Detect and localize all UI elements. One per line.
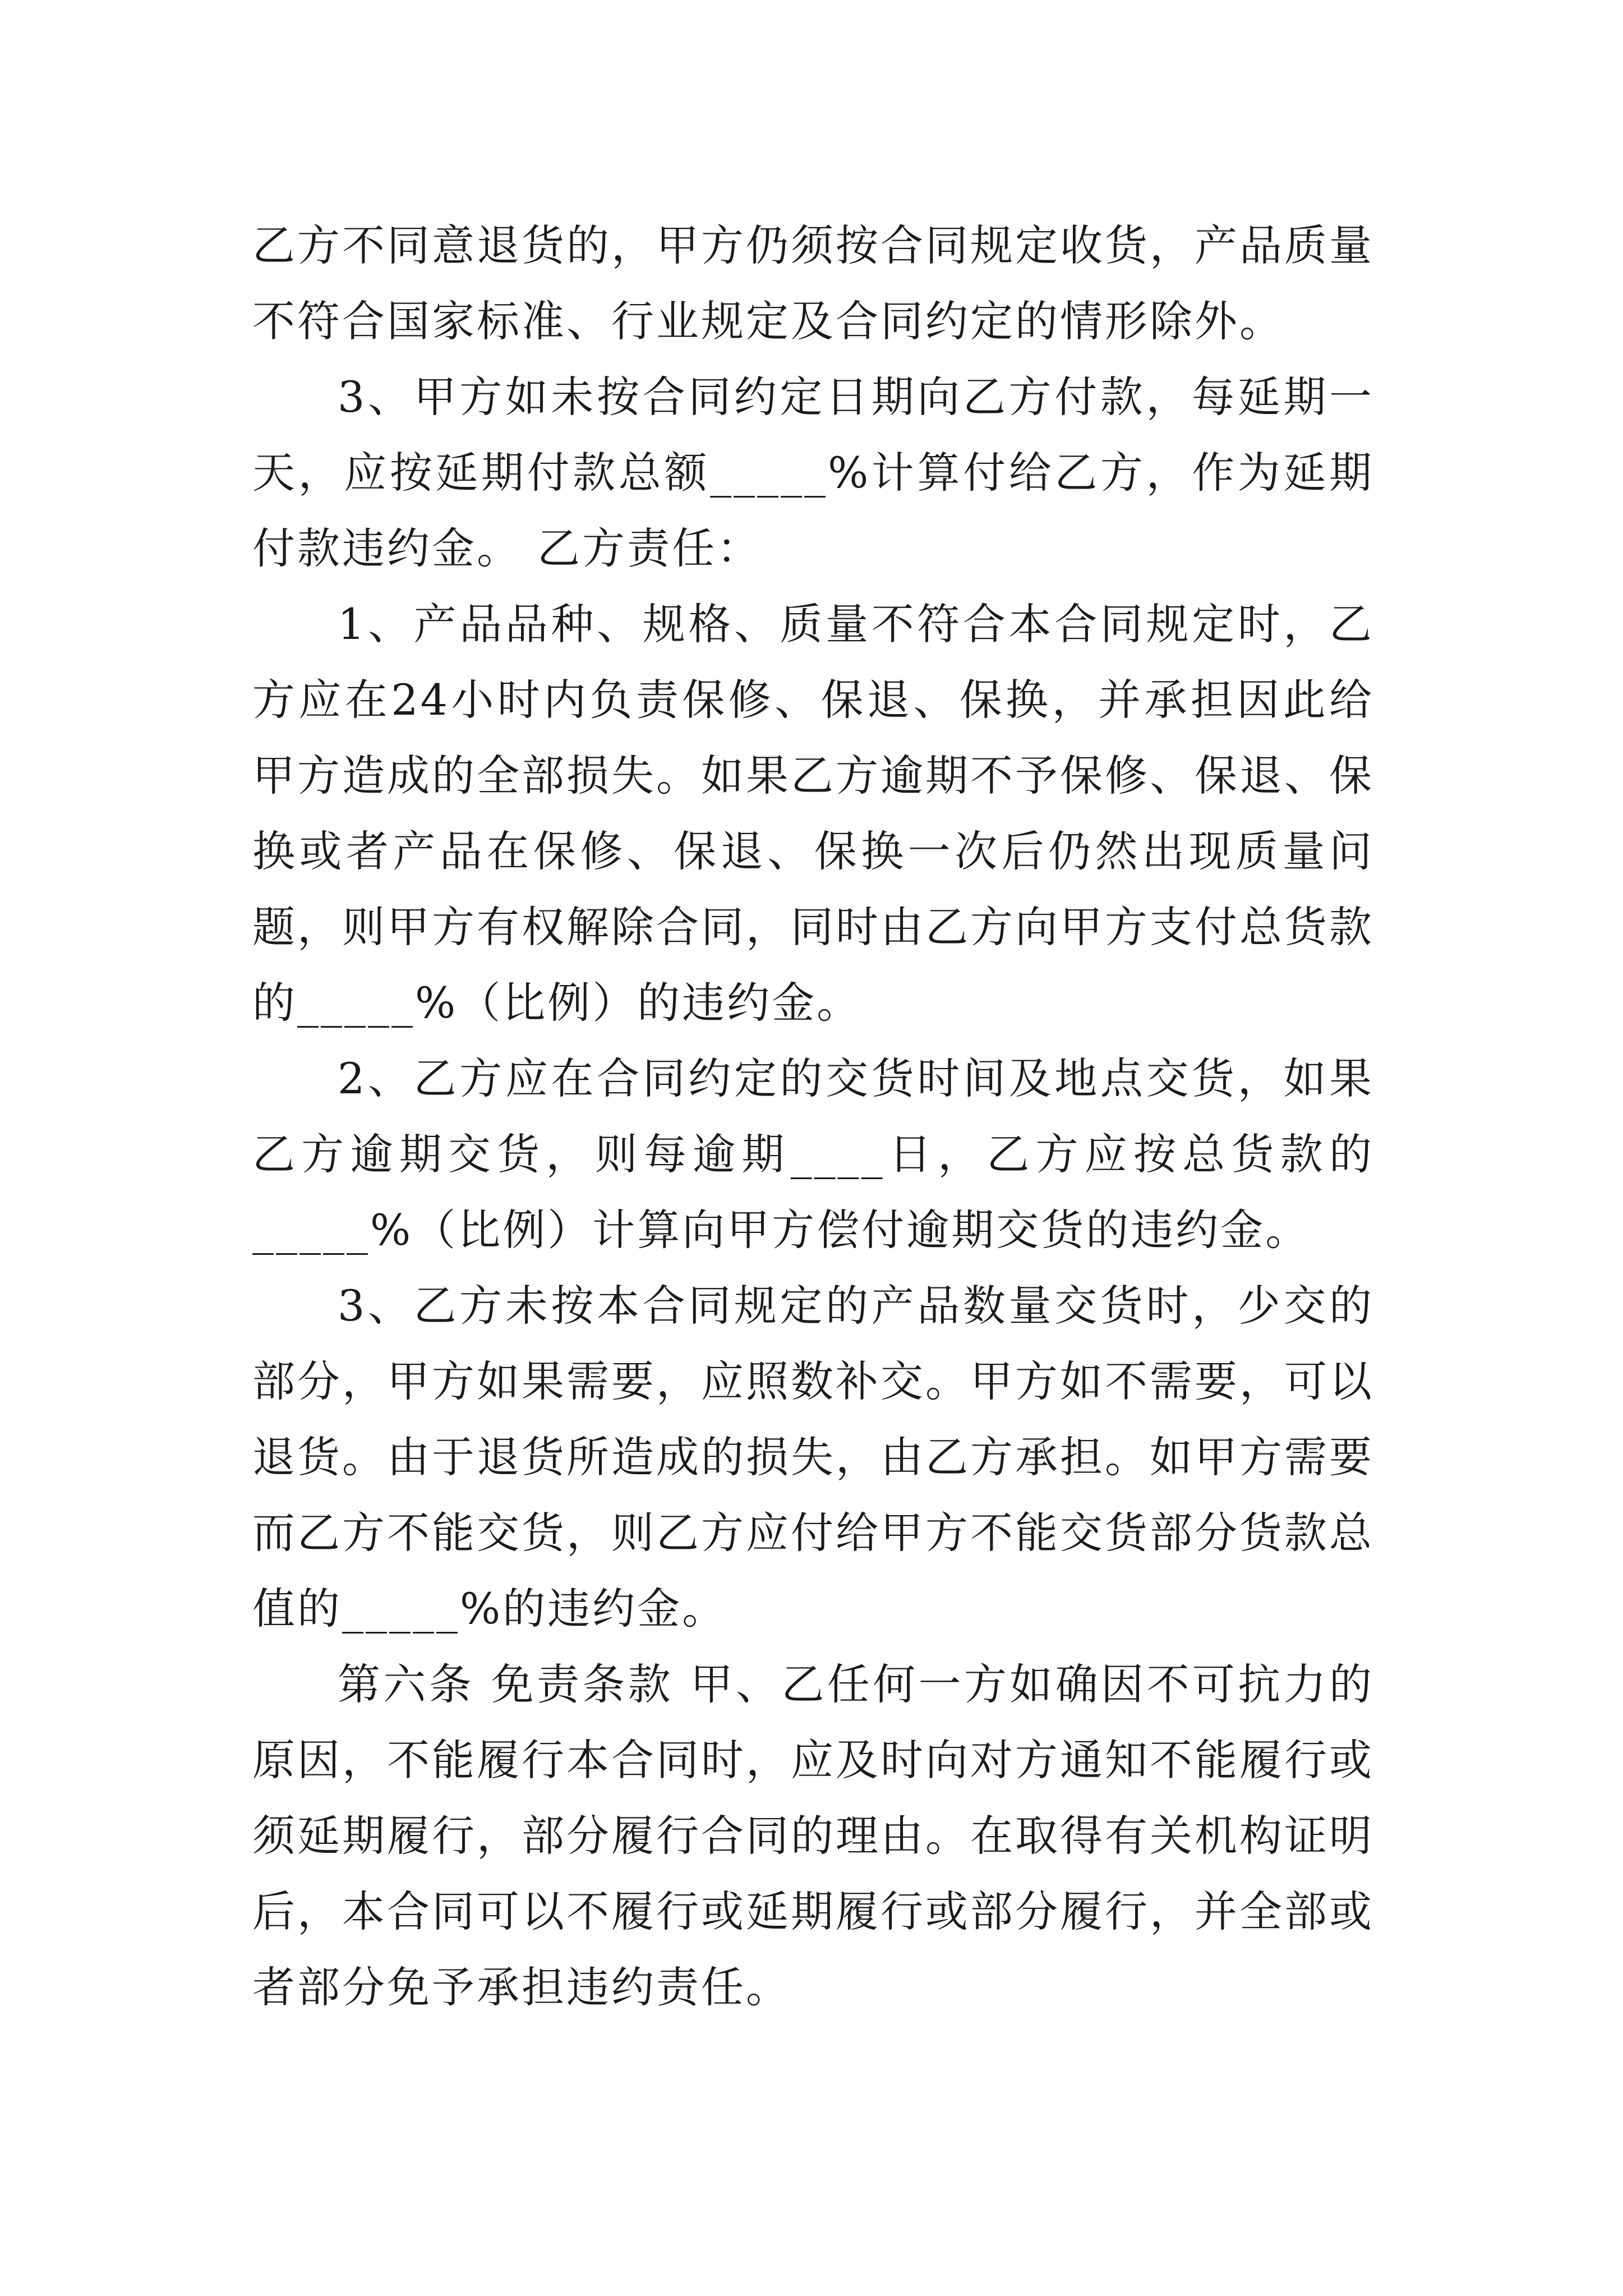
paragraph-article-six-force-majeure: 第六条 免责条款 甲、乙任何一方如确因不可抗力的原因，不能履行本合同时，应及时向对方通知不能履行或须延期履行，部分履行合同的理由。在取得有关机构证明后，本合同可以不履行或延期履行或部分履行，并全部或者部分免予承担违约责任。	[252, 1659, 1374, 2012]
paragraph-party-a-late-payment: 3、甲方如未按合同约定日期向乙方付款，每延期一天，应按延期付款总额_____%计算付给乙方，作为延期付款违约金。 乙方责任：	[252, 372, 1374, 573]
paragraph-party-b-late-delivery: 2、乙方应在合同约定的交货时间及地点交货，如果乙方逾期交货，则每逾期____日，乙方应按总货款的_____%（比例）计算向甲方偿付逾期交货的违约金。	[252, 1053, 1374, 1255]
paragraph-party-b-short-delivery: 3、乙方未按本合同规定的产品数量交货时，少交的部分，甲方如果需要，应照数补交。甲方如不需要，可以退货。由于退货所造成的损失，由乙方承担。如甲方需要而乙方不能交货，则乙方应付给甲方不能交货部分货款总值的_____%的违约金。	[252, 1281, 1374, 1634]
contract-body	[252, 208, 1374, 2025]
paragraph-return-continuation: 乙方不同意退货的，甲方仍须按合同规定收货，产品质量不符合国家标准、行业规定及合同约定的情形除外。	[252, 220, 1374, 346]
paragraph-party-b-quality: 1、产品品种、规格、质量不符合本合同规定时，乙方应在24小时内负责保修、保退、保换，并承担因此给甲方造成的全部损失。如果乙方逾期不予保修、保退、保换或者产品在保修、保退、保换一次后仍然出现质量问题，则甲方有权解除合同，同时由乙方向甲方支付总货款的_____%（比例）的违约金。	[252, 599, 1374, 1028]
